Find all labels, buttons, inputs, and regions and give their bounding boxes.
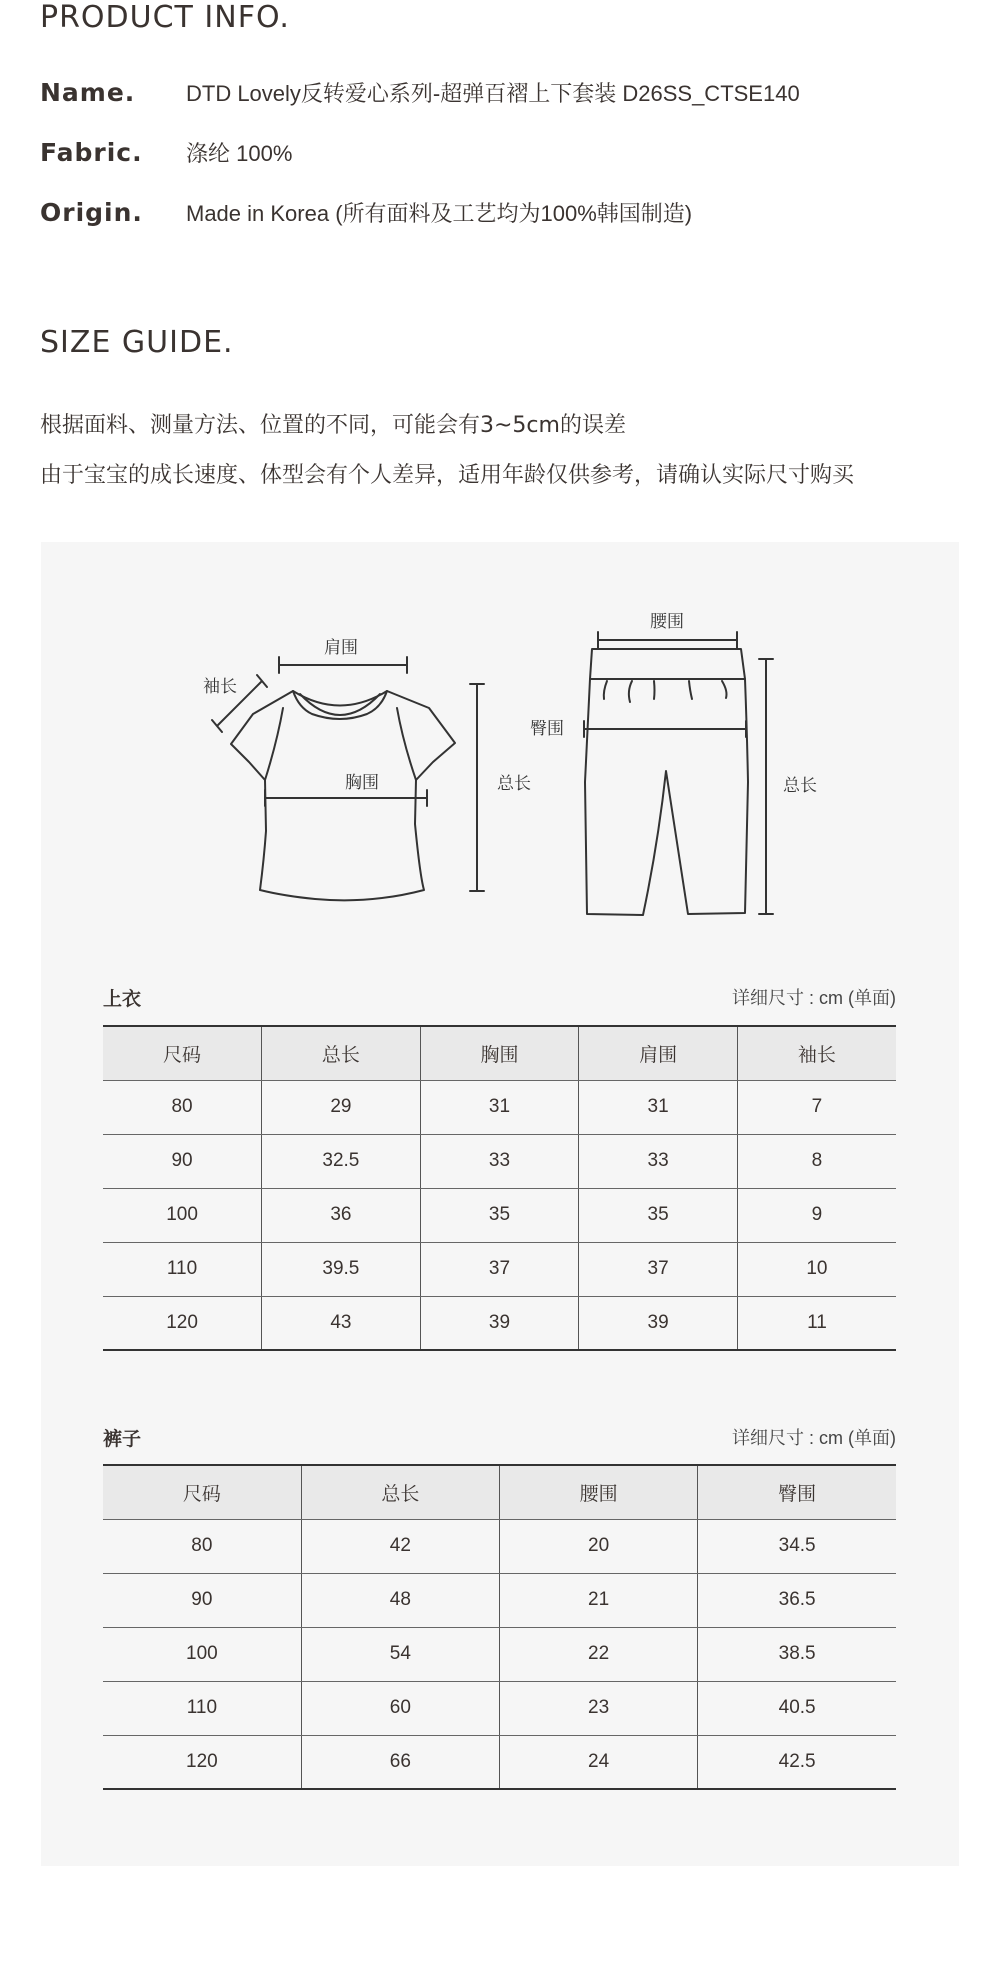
table-row (103, 1627, 896, 1681)
table-cell: 48 (301, 1573, 499, 1627)
label-shoulder: 肩围 (324, 638, 358, 658)
measurement-diagram (41, 542, 959, 962)
table-row (103, 1519, 896, 1573)
pants-table-unit: 详细尺寸 : cm (单面) (732, 1428, 896, 1448)
table-cell: 39.5 (262, 1242, 421, 1296)
size-guide-title: SIZE GUIDE. (40, 325, 234, 360)
label-pants-length: 总长 (783, 776, 817, 796)
top-table-caption: 上衣 (103, 988, 142, 1010)
table-cell: 29 (262, 1080, 421, 1134)
table-row (103, 1573, 896, 1627)
table-cell: 43 (262, 1296, 421, 1350)
info-value-fabric: 涤纶 100% (186, 140, 293, 166)
table-cell: 11 (737, 1296, 896, 1350)
column-header: 总长 (301, 1465, 499, 1519)
table-row (103, 1681, 896, 1735)
table-cell: 31 (420, 1080, 579, 1134)
table-cell: 24 (500, 1735, 698, 1789)
table-cell: 38.5 (698, 1627, 896, 1681)
column-header: 袖长 (737, 1026, 896, 1080)
label-hip: 臀围 (530, 719, 564, 739)
table-cell: 21 (500, 1573, 698, 1627)
info-row-origin (40, 192, 692, 232)
table-row (103, 1188, 896, 1242)
table-row (103, 1296, 896, 1350)
table-row (103, 1080, 896, 1134)
table-cell: 60 (301, 1681, 499, 1735)
table-cell: 33 (420, 1134, 579, 1188)
table-cell: 42.5 (698, 1735, 896, 1789)
label-waist: 腰围 (650, 612, 684, 632)
table-cell: 31 (579, 1080, 738, 1134)
table-header-row (103, 1465, 896, 1519)
top-table-unit: 详细尺寸 : cm (单面) (732, 988, 896, 1008)
table-cell: 66 (301, 1735, 499, 1789)
info-label-fabric: Fabric. (40, 137, 143, 167)
table-cell: 40.5 (698, 1681, 896, 1735)
table-cell: 23 (500, 1681, 698, 1735)
column-header: 肩围 (579, 1026, 738, 1080)
table-cell: 37 (579, 1242, 738, 1296)
table-header-row (103, 1026, 896, 1080)
table-cell: 110 (103, 1681, 301, 1735)
table-cell: 80 (103, 1080, 262, 1134)
table-cell: 42 (301, 1519, 499, 1573)
table-cell: 39 (420, 1296, 579, 1350)
pants-garment-drawing (585, 649, 748, 915)
size-note-2: 由于宝宝的成长速度、体型会有个人差异，适用年龄仅供参考，请确认实际尺寸购买 (40, 463, 855, 488)
table-cell: 90 (103, 1573, 301, 1627)
table-row (103, 1242, 896, 1296)
label-top-length: 总长 (497, 774, 531, 794)
table-cell: 100 (103, 1627, 301, 1681)
table-cell: 39 (579, 1296, 738, 1350)
table-cell: 80 (103, 1519, 301, 1573)
column-header: 尺码 (103, 1465, 301, 1519)
table-cell: 7 (737, 1080, 896, 1134)
table-row (103, 1735, 896, 1789)
column-header: 胸围 (420, 1026, 579, 1080)
column-header: 尺码 (103, 1026, 262, 1080)
size-note-1: 根据面料、测量方法、位置的不同，可能会有3~5cm的误差 (40, 413, 626, 438)
table-cell: 35 (579, 1188, 738, 1242)
info-label-name: Name. (40, 77, 136, 107)
size-guide-panel (41, 542, 959, 1866)
table-cell: 35 (420, 1188, 579, 1242)
label-sleeve: 袖长 (203, 677, 237, 697)
info-row-name (40, 72, 800, 112)
table-cell: 10 (737, 1242, 896, 1296)
table-cell: 22 (500, 1627, 698, 1681)
table-cell: 37 (420, 1242, 579, 1296)
info-value-origin: Made in Korea (所有面料及工艺均为100%韩国制造) (186, 200, 693, 226)
table-cell: 110 (103, 1242, 262, 1296)
info-value-name: DTD Lovely反转爱心系列-超弹百褶上下套装 D26SS_CTSE140 (186, 80, 800, 106)
table-cell: 90 (103, 1134, 262, 1188)
info-label-origin: Origin. (40, 197, 143, 227)
info-row-fabric (40, 132, 292, 172)
column-header: 臀围 (698, 1465, 896, 1519)
top-size-table (103, 1025, 896, 1351)
table-cell: 20 (500, 1519, 698, 1573)
table-cell: 120 (103, 1735, 301, 1789)
table-cell: 120 (103, 1296, 262, 1350)
table-cell: 34.5 (698, 1519, 896, 1573)
table-cell: 36 (262, 1188, 421, 1242)
column-header: 总长 (262, 1026, 421, 1080)
table-cell: 100 (103, 1188, 262, 1242)
pants-size-table (103, 1464, 896, 1790)
table-cell: 9 (737, 1188, 896, 1242)
product-info-title: PRODUCT INFO. (40, 0, 290, 35)
table-cell: 54 (301, 1627, 499, 1681)
pants-table-caption: 裤子 (103, 1428, 142, 1450)
table-row (103, 1134, 896, 1188)
table-cell: 8 (737, 1134, 896, 1188)
table-cell: 33 (579, 1134, 738, 1188)
label-chest: 胸围 (345, 773, 379, 793)
table-cell: 36.5 (698, 1573, 896, 1627)
column-header: 腰围 (500, 1465, 698, 1519)
table-cell: 32.5 (262, 1134, 421, 1188)
